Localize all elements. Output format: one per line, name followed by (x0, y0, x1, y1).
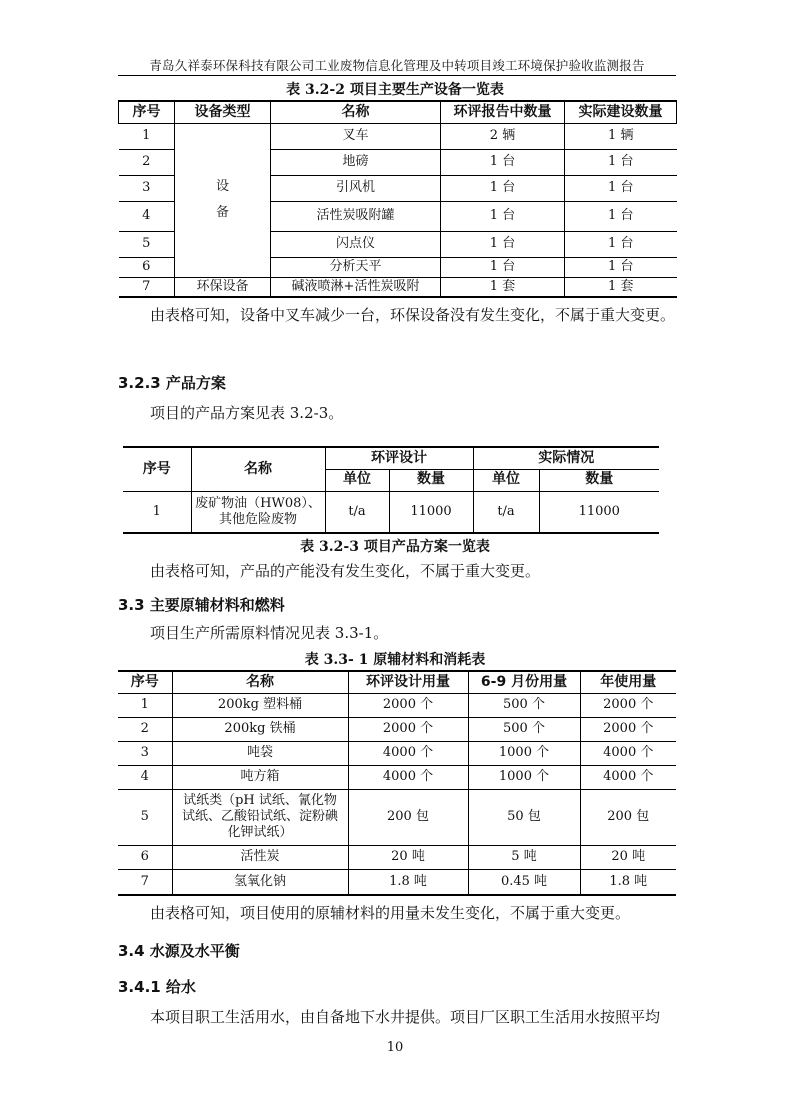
cell-months: 1000 个 (468, 741, 580, 765)
cell-eia: 4000 个 (348, 765, 468, 789)
paragraph: 由表格可知，产品的产能没有发生变化，不属于重大变更。 (150, 562, 541, 580)
cell-no: 2 (118, 717, 172, 741)
cell-no: 3 (118, 741, 172, 765)
col-header-name: 名称 (271, 101, 441, 123)
paragraph: 项目生产所需原料情况见表 3.3-1。 (150, 624, 389, 642)
col-header-eia-qty: 环评报告中数量 (441, 101, 565, 123)
cell-year: 4000 个 (580, 741, 676, 765)
col-header-type: 设备类型 (175, 101, 271, 123)
col-header-no: 序号 (119, 101, 175, 123)
cell-no: 4 (118, 765, 172, 789)
cell-year: 1.8 吨 (580, 869, 676, 895)
col-header-unit: 单位 (325, 469, 389, 491)
cell-eia-unit: t/a (325, 491, 389, 533)
cell-actual: 1 套 (565, 277, 677, 297)
cell-eia: 4000 个 (348, 741, 468, 765)
cell-no: 5 (118, 789, 172, 845)
cell-actual-unit: t/a (473, 491, 539, 533)
cell-eia: 2000 个 (348, 717, 468, 741)
cell-months: 5 吨 (468, 845, 580, 869)
cell-year: 2000 个 (580, 717, 676, 741)
cell-type-group: 设 备 (175, 123, 271, 277)
cell-actual: 1 台 (565, 257, 677, 277)
cell-eia: 1 台 (441, 175, 565, 201)
paragraph: 由表格可知，项目使用的原辅材料的用量未发生变化，不属于重大变更。 (150, 904, 631, 922)
cell-name: 氢氧化钠 (172, 869, 348, 895)
cell-name: 分析天平 (271, 257, 441, 277)
cell-name: 200kg 铁桶 (172, 717, 348, 741)
cell-eia: 1 台 (441, 257, 565, 277)
cell-no: 7 (119, 277, 175, 297)
cell-no: 5 (119, 231, 175, 257)
col-header-qty: 数量 (389, 469, 473, 491)
cell-actual: 1 台 (565, 201, 677, 231)
cell-year: 20 吨 (580, 845, 676, 869)
cell-actual: 1 辆 (565, 123, 677, 149)
cell-months: 0.45 吨 (468, 869, 580, 895)
cell-no: 2 (119, 149, 175, 175)
table-3-2-3-caption: 表 3.2-3 项目产品方案一览表 (300, 539, 490, 555)
col-header-unit: 单位 (473, 469, 539, 491)
cell-name: 叉车 (271, 123, 441, 149)
running-header: 青岛久祥泰环保科技有限公司工业废物信息化管理及中转项目竣工环境保护验收监测报告 (149, 58, 645, 73)
col-header-qty: 数量 (539, 469, 659, 491)
col-header-month-usage: 6-9 月份用量 (468, 671, 580, 693)
cell-name: 试纸类（pH 试纸、氰化物试纸、乙酸铅试纸、淀粉碘化钾试纸） (172, 789, 348, 845)
cell-name: 碱液喷淋+活性炭吸附 (271, 277, 441, 297)
cell-no: 1 (123, 491, 191, 533)
cell-no: 1 (119, 123, 175, 149)
section-heading-3-2-3: 3.2.3 产品方案 (118, 374, 226, 392)
page-number: 10 (386, 1040, 404, 1055)
cell-name: 吨方箱 (172, 765, 348, 789)
cell-eia: 1 套 (441, 277, 565, 297)
cell-no: 3 (119, 175, 175, 201)
cell-months: 50 包 (468, 789, 580, 845)
cell-name: 引风机 (271, 175, 441, 201)
col-header-actual-qty: 实际建设数量 (565, 101, 677, 123)
table-row (119, 123, 677, 149)
col-header-eia-usage: 环评设计用量 (348, 671, 468, 693)
table-row (119, 277, 677, 297)
cell-months: 500 个 (468, 717, 580, 741)
table-3-2-2-caption: 表 3.2-2 项目主要生产设备一览表 (286, 82, 504, 98)
product-plan-table (123, 446, 659, 534)
col-header-actual: 实际情况 (473, 447, 659, 469)
materials-table (118, 670, 676, 896)
cell-no: 1 (118, 693, 172, 717)
cell-name: 200kg 塑料桶 (172, 693, 348, 717)
cell-no: 6 (119, 257, 175, 277)
cell-name: 活性炭 (172, 845, 348, 869)
cell-eia: 1 台 (441, 231, 565, 257)
table-row (118, 869, 676, 895)
table-row (118, 845, 676, 869)
cell-year: 200 包 (580, 789, 676, 845)
cell-year: 4000 个 (580, 765, 676, 789)
cell-no: 4 (119, 201, 175, 231)
cell-eia-qty: 11000 (389, 491, 473, 533)
col-header-name: 名称 (191, 447, 325, 491)
cell-eia: 200 包 (348, 789, 468, 845)
cell-months: 500 个 (468, 693, 580, 717)
cell-eia: 20 吨 (348, 845, 468, 869)
cell-name: 闪点仪 (271, 231, 441, 257)
cell-months: 1000 个 (468, 765, 580, 789)
cell-actual: 1 台 (565, 149, 677, 175)
paragraph: 由表格可知，设备中叉车减少一台，环保设备没有发生变化，不属于重大变更。 (150, 306, 676, 324)
table-row (118, 693, 676, 717)
table-row (118, 741, 676, 765)
col-header-eia: 环评设计 (325, 447, 473, 469)
header-rule (118, 75, 676, 76)
cell-no: 7 (118, 869, 172, 895)
table-3-3-1-caption: 表 3.3- 1 原辅材料和消耗表 (304, 652, 486, 668)
equipment-table (118, 100, 677, 298)
cell-actual-qty: 11000 (539, 491, 659, 533)
cell-type: 环保设备 (175, 277, 271, 297)
table-row (123, 491, 659, 533)
cell-eia: 1.8 吨 (348, 869, 468, 895)
cell-eia: 1 台 (441, 201, 565, 231)
section-heading-3-4: 3.4 水源及水平衡 (118, 942, 240, 960)
cell-name: 吨袋 (172, 741, 348, 765)
cell-name: 地磅 (271, 149, 441, 175)
cell-name: 废矿物油（HW08）、其他危险废物 (191, 491, 325, 533)
section-heading-3-4-1: 3.4.1 给水 (118, 978, 196, 996)
section-heading-3-3: 3.3 主要原辅材料和燃料 (118, 596, 285, 614)
col-header-no: 序号 (118, 671, 172, 693)
cell-eia: 1 台 (441, 149, 565, 175)
cell-year: 2000 个 (580, 693, 676, 717)
col-header-no: 序号 (123, 447, 191, 491)
col-header-year-usage: 年使用量 (580, 671, 676, 693)
cell-actual: 1 台 (565, 231, 677, 257)
paragraph: 本项目职工生活用水，由自备地下水井提供。项目厂区职工生活用水按照平均 (150, 1008, 661, 1026)
cell-no: 6 (118, 845, 172, 869)
table-row (118, 789, 676, 845)
cell-name: 活性炭吸附罐 (271, 201, 441, 231)
table-row (118, 765, 676, 789)
cell-eia: 2 辆 (441, 123, 565, 149)
cell-eia: 2000 个 (348, 693, 468, 717)
table-row (118, 717, 676, 741)
cell-actual: 1 台 (565, 175, 677, 201)
col-header-name: 名称 (172, 671, 348, 693)
paragraph: 项目的产品方案见表 3.2-3。 (150, 404, 344, 422)
